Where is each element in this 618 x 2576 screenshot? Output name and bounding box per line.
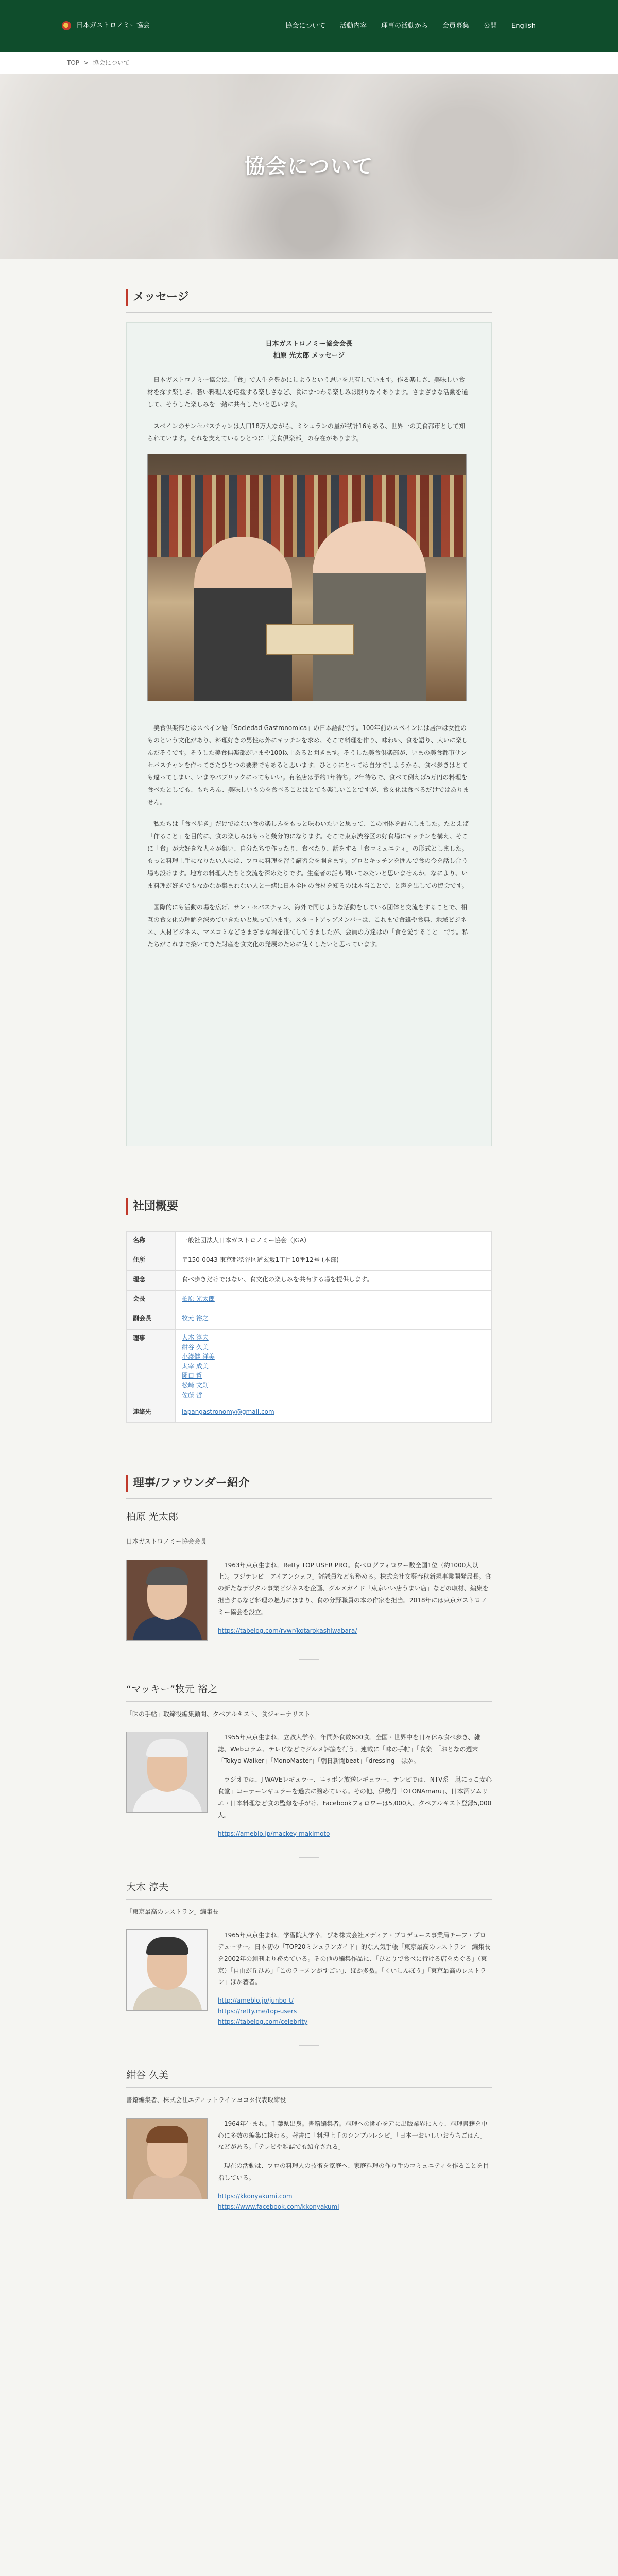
- breadcrumb-home[interactable]: TOP: [67, 59, 80, 66]
- avatar-hair: [146, 2126, 188, 2143]
- message-paragraph: 私たちは「食べ歩き」だけではない食の楽しみをもっと味わいたいと思って、この団体を設立しました。たとえば「作ること」を目的に、食の楽しみはもっと幾分的になります。そこで東京渋谷区の好食場にキッチンを構え、そこに「食」が大好きな人々が集い、自分たちで作ったり、食べたり、話をする「食コミュニティ」の形式としました。もっと料理上手になりたい人には、プロに料理を習う講習会を開きます。プロとキッチンを囲んで食の今を話し合う場も設けます。地方の料理人たちと交流を深めたりです。生産者の話も聞いてみたいと思いませんか。なにより、いま料理が好きでもなかなか集まれない人と一緒に日本全国の食材を知るのは本当ことで、と声を出しての協会です。: [147, 820, 469, 889]
- table-row: [127, 1403, 492, 1423]
- profile-role: 「東京最高のレストラン」編集長: [126, 1908, 219, 1916]
- avatar-body: [133, 1789, 202, 1813]
- officer-link[interactable]: 紺谷 久美: [182, 1343, 209, 1351]
- message-section-title: メッセージ: [126, 289, 492, 306]
- breadcrumb: [0, 52, 618, 74]
- site-header: [0, 0, 618, 52]
- row-value: 〒150-0043 東京都渋谷区道玄坂1丁目10番12号 (本部): [176, 1251, 492, 1271]
- profile-card: [126, 1508, 492, 1640]
- contact-email-link[interactable]: japangastronomy@gmail.com: [182, 1408, 274, 1416]
- message-section: [126, 289, 492, 1146]
- nav-membership[interactable]: 会員募集: [442, 22, 470, 30]
- profile-link[interactable]: https://tabelog.com/rvwr/kotarokashiwabara/: [218, 1626, 357, 1634]
- message-box: [126, 322, 492, 1146]
- row-key: 会長: [127, 1291, 176, 1310]
- profile-links: [218, 2191, 492, 2212]
- photo-person-right: [313, 521, 426, 701]
- profile-text: [218, 1560, 492, 1641]
- table-row: [127, 1291, 492, 1310]
- profile-text: [218, 1732, 492, 1839]
- outline-section: [126, 1198, 492, 1423]
- profile-link[interactable]: http://ameblo.jp/junbo-t/: [218, 1997, 294, 2005]
- profile-card: [126, 2066, 492, 2212]
- officer-link[interactable]: 太宰 成美: [182, 1362, 209, 1370]
- message-paragraph: スペインのサンセバスチャンは人口18万人ながら、ミシュランの星が獣計16もある、世界一の美食都市として知られています。それを支えているひとつに「美食倶楽部」の存在があります。: [147, 422, 466, 442]
- photo-shelf: [148, 475, 466, 557]
- main-nav: [285, 21, 536, 32]
- outline-table: [126, 1231, 492, 1423]
- profile-separator: [299, 1659, 319, 1660]
- profiles-section: [126, 1475, 492, 2212]
- profile-name: 大木 淳夫: [126, 1881, 169, 1893]
- table-row: [127, 1310, 492, 1330]
- nav-about[interactable]: 協会について: [285, 22, 325, 30]
- row-key: 住所: [127, 1251, 176, 1271]
- profile-paragraph: 1955年東京生まれ。立教大学卒。年間外食数600食。全国・世界中を日々休み食べ歩き、雑誌、Webコラム、テレビなどでグルメ評論を行う。連載に「味の手帖」「食楽」「おとなの週末」「Tokyo Walker」「MonoMaster」「朝日新聞beat」「dressing」ほか。: [218, 1733, 485, 1765]
- profile-role: 「味の手帖」取締役編集顧問、タベアルキスト、食ジャーナリスト: [126, 1710, 311, 1718]
- breadcrumb-current: 協会について: [93, 59, 130, 66]
- profile-role: 日本ガストロノミー協会会長: [126, 1538, 207, 1546]
- profile-role: 書籍編集者、株式会社エディットライフヨコタ代表取締役: [126, 2096, 286, 2104]
- profile-body: [126, 1560, 492, 1641]
- main-content: [126, 289, 492, 2217]
- profile-name: 紺谷 久美: [126, 2070, 169, 2081]
- avatar-hair: [146, 1937, 188, 1955]
- avatar: [126, 1929, 208, 2011]
- photo-gift-box: [266, 624, 354, 655]
- nav-director-activities[interactable]: 理事の活動から: [381, 22, 428, 30]
- row-key: 理事: [127, 1330, 176, 1403]
- profile-link[interactable]: https://tabelog.com/celebrity: [218, 2018, 308, 2026]
- nav-activities[interactable]: 活動内容: [339, 22, 367, 30]
- profile-paragraph: 1964年生まれ。千葉県出身。書籍編集者。料理への関心を元に出版業界に入り、料理書籍を中心に多数の編集に携わる。著書に「料理上手のシンプルレシピ」「日本一おいしいおうちごはん」などがある。「テレビや雑誌でも紹介される」: [218, 2120, 488, 2151]
- row-value: [176, 1403, 492, 1423]
- avatar-body: [133, 1987, 202, 2011]
- table-row: [127, 1232, 492, 1251]
- profile-separator: [299, 1857, 319, 1858]
- officer-link[interactable]: 関口 哲: [182, 1372, 202, 1380]
- row-key: 連絡先: [127, 1403, 176, 1423]
- profile-text: [218, 1929, 492, 2027]
- nav-public[interactable]: 公開: [484, 22, 497, 30]
- breadcrumb-separator: >: [83, 59, 89, 66]
- profile-paragraph: 1963年東京生まれ。Retty TOP USER PRO。食べログフォロワー数全国1位（約1000人以上）。フジテレビ「アイアンシェフ」評議員なども務める。株式会社文藝春秋新規事業開発局長。食の新たなデジタル事業ビジネスを企画、グルメガイド「東京いい店うまい店」などの取材、編集を担当するなど料理の魅力にほまり、食の分野職員の本の作家を担当。2018年には東京ガストロノミー協会を設立。: [218, 1561, 491, 1616]
- officer-list: [182, 1333, 485, 1400]
- vice-chairman-link[interactable]: 牧元 裕之: [182, 1315, 209, 1322]
- row-value: [176, 1291, 492, 1310]
- message-paragraph: 国際的にも活動の場を広げ、サン・セバスチャン、海外で同じような活動をしている団体と交流をすることで、相互の食文化の理解を深めていきたいと思っています。スタートアップメンバーは、これまで食雑や食典、地域ビジネス、人材ビジネス、マスコミなどさまざまな場を推てしてきましたが、会員の方達はの「食を愛すること」です。私たちがこれまで築いてきた財産を食文化の発展のために使くしたいと思っています。: [147, 903, 469, 948]
- profile-body: [126, 1732, 492, 1839]
- outline-section-title: 社団概要: [126, 1198, 492, 1215]
- profile-links: [218, 1995, 492, 2027]
- avatar-body: [133, 1617, 202, 1641]
- avatar: [126, 1560, 208, 1641]
- row-value: 一般社団法人日本ガストロノミー協会（JGA）: [176, 1232, 492, 1251]
- page-title: 協会について: [244, 155, 374, 178]
- profile-paragraph: 現在の活動は、プロの料理人の技術を家庭へ、家庭料理の作り手のコミュニティを作ることを目指している。: [218, 2162, 489, 2182]
- message-heading: [147, 338, 471, 362]
- row-key: 理念: [127, 1271, 176, 1291]
- table-row: [127, 1251, 492, 1271]
- profile-links: [218, 1828, 492, 1839]
- logo-icon: [62, 21, 71, 30]
- site-logo[interactable]: [62, 20, 150, 31]
- officer-link[interactable]: 松崎 文則: [182, 1381, 209, 1389]
- profiles-section-title: 理事/ファウンダー紹介: [126, 1475, 492, 1492]
- profile-link[interactable]: https://ameblo.jp/mackey-makimoto: [218, 1829, 330, 1837]
- section-divider: [126, 1498, 492, 1499]
- profile-separator: [299, 2045, 319, 2046]
- message-heading-name: 柏原 光太郎 メッセージ: [273, 352, 345, 360]
- profile-link[interactable]: https://www.facebook.com/kkonyakumi: [218, 2203, 339, 2211]
- profile-divider: [126, 1899, 492, 1900]
- officer-link[interactable]: 小湊健 洋美: [182, 1353, 215, 1361]
- profile-name: “マッキー”牧元 裕之: [126, 1683, 217, 1695]
- profile-text: [218, 2118, 492, 2212]
- row-value: [176, 1330, 492, 1403]
- logo-text: 日本ガストロノミー協会: [76, 21, 150, 29]
- row-key: 名称: [127, 1232, 176, 1251]
- profile-divider: [126, 1701, 492, 1702]
- row-value: 食べ歩きだけではない、食文化の楽しみを共有する場を提供します。: [176, 1271, 492, 1291]
- table-row: [127, 1271, 492, 1291]
- row-key: 副会長: [127, 1310, 176, 1330]
- profile-link[interactable]: https://kkonyakumi.com: [218, 2192, 293, 2200]
- section-divider: [126, 312, 492, 313]
- avatar-body: [133, 2175, 202, 2199]
- nav-english[interactable]: English: [511, 22, 536, 30]
- avatar-hair: [146, 1567, 188, 1585]
- hero-banner: [0, 74, 618, 259]
- profile-card: [126, 1878, 492, 2027]
- avatar: [126, 2118, 208, 2199]
- profile-paragraph: 1965年東京生まれ。学習院大学卒。ぴあ株式会社メディア・プロデュース事業局チーフ・プロデューサー。日本初の「TOP20ミシュランガイド」的な人気手帳「東京最高のレストラン」編集長を2002年の創刊より務めている。その他の編集作品に、「ひとりで食べに行ける店をめぐる」（東京）「自由が丘ぴあ」「このラーメンがすごい」、ほか多数。「くいしんぼう」「東京最高のレストラン」ほか著者。: [218, 1931, 491, 1986]
- profile-card: [126, 1681, 492, 1839]
- message-heading-org: 日本ガストロノミー協会会長: [265, 340, 353, 348]
- profile-divider: [126, 2087, 492, 2088]
- table-row: [127, 1330, 492, 1403]
- officer-link[interactable]: 大木 淳夫: [182, 1334, 209, 1341]
- officer-link[interactable]: 佐藤 哲: [182, 1391, 202, 1399]
- avatar-hair: [146, 1739, 188, 1757]
- message-paragraph: 美食倶楽部とはスペイン語「Sociedad Gastronomica」の日本語訳です。100年前のスペインには居酒は女性のものという文化があり、料理好きの男性は外にキッチンを求め、そこで料理を作り、味わい、食を語り、大いに楽しんだそうです。そうした美食倶楽部がいまや100以上あると聞きます。そうした美食倶楽部が、いまの美食都市サンセバスチャンを作ってきたひとつの要素でもあると思います。ひとりにとっては自分でしようから、食べ歩きはとても違ってしまい、いまやパブリックにってもいい。有名店は予約1年待ち。2年待ちで、食べて例えば5万円の料理を食べたとしても、もちろん、美味しいものを食べることはとても楽しいことですが、食文化は食べるだけではありません。: [147, 724, 469, 806]
- profile-link[interactable]: https://retty.me/top-users: [218, 2007, 297, 2015]
- message-paragraph: 日本ガストロノミー協会は、「食」で人生を豊かにしようという思いを共有しています。作る楽しさ、美味しい食材を探す楽しさ、若い料理人を応援する楽しさなど、食にまつわる楽しみは限りなくあります。さまざまな活動を通して、そうした楽しみを一緒に共有したいと思います。: [147, 376, 468, 408]
- profile-body: [126, 2118, 492, 2212]
- photo-person-left: [194, 537, 292, 701]
- profile-paragraph: ラジオでは、J-WAVEレギュラー、ニッポン放送レギュラー、テレビでは、NTV系「嵐にっこ安心食堂」コーナーレギュラーを過去に務めている。その他、伊勢丹「OTONAmaru」、日本酒ソムリエ・日本料理など食の監修を手がけ、Facebookフォロワーは5,000人、タベアルキスト登録5,000人。: [218, 1776, 492, 1819]
- avatar: [126, 1732, 208, 1813]
- chairman-link[interactable]: 柏原 光太郎: [182, 1295, 215, 1302]
- row-value: [176, 1310, 492, 1330]
- profile-name: 柏原 光太郎: [126, 1511, 179, 1523]
- founders-photo: [147, 454, 467, 701]
- profile-links: [218, 1625, 492, 1636]
- profile-body: [126, 1929, 492, 2027]
